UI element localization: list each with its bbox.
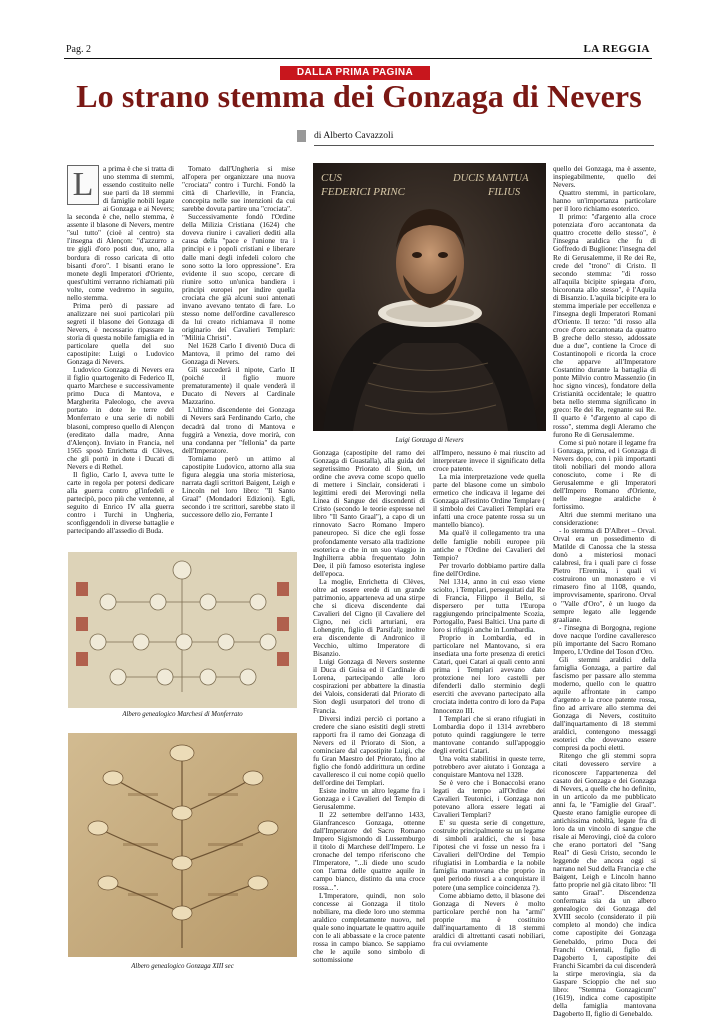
paragraph: Gli stemmi araldici della famiglia Gonzaga, a partire dal fascismo per passare allo stemma moderno, quello con le quattro aquile affrontate in campo d'argento e la croce patente rossa, fino ad arrivare allo stemma dei Gonzaga di Nevers, costituito dall'inquartamento di 18 stemmi araldici, contengono messaggi esoterici che dovevano essere compresi da pochi eletti. (553, 654, 656, 753)
paragraph: Gli succederà il nipote, Carlo II (poiché il figlio muore prematuramente) il quale venderà il Ducato di Nevers al Cardinale Mazzarino. (182, 365, 295, 407)
paragraph: Nel 1628 Carlo I diventò Duca di Mantova, il primo del ramo dei Gonzaga di Nevers. (182, 341, 295, 367)
portrait-caption: Luigi Gonzaga di Nevers (395, 437, 464, 444)
paragraph: all'Impero, nessuno è mai riuscito ad interpretare invece il significato della croce patente. (433, 448, 545, 474)
paragraph: Altri due stemmi meritano una considerazione: (553, 510, 656, 528)
article-column-4 (433, 449, 545, 948)
paragraph: La mia interpretazione vede quella parte del blasone come un simbolo ermetico che indicava il legame dei Gonzaga all'estinto Ordine Templare ( il simbolo dei Cavalieri Templari era infatti una croce patente rossa su un mantello bianco). (433, 472, 545, 530)
paragraph: quello dei Gonzaga, ma è assente, inspiegabilmente, quello dei Nevers. (553, 164, 656, 190)
byline-marker (297, 130, 306, 142)
paragraph: La moglie, Enrichetta di Clèves, oltre ad essere erede di un grande patrimonio, apparteneva ad una stirpe che si diceva discendente dai Cavalieri del Cigno (il Cavaliere del Cigno, nei cicli arturiani, era Lohengrin, figlio di Parsifal); inoltre era discendente di Andronico il Vecchio, ultimo Imperatore di Bisanzio. (313, 576, 425, 659)
byline-rule (314, 145, 654, 146)
portrait-inscription-right: DUCIS MANTUA FILIUS (453, 173, 529, 198)
paragraph: Proprio in Lombardia, ed in particolare nel Mantovano, si era insediata una forte presenza di eretici Catari, quei Catari ai quali cento anni prima i Templari avevano dato protezione nei loro castelli per difenderli dallo sterminio degli eserciti che avevano partecipato alla crociata indetta contro di loro da Papa Innocenzo III. (433, 633, 545, 715)
article-column-5 (553, 165, 656, 1018)
paragraph: - lo stemma di D'Albret – Orval. Orval era un possedimento di Matilde di Canossa che la stessa donò a misteriosi monaci calabresi, fra i quali pare ci fosse Pietro l'Eremita, i quali vi costruirono un monastero e vi rimasero fino al 1108, quando, improvvisamente, sparirono. Orval o "Valle d'Oro", è un luogo da sempre legato alle leggende graaliane. (553, 526, 656, 624)
paragraph: L'Imperatore, quindi, non solo concesse ai Gonzaga il titolo nobiliare, ma diede loro uno stemma araldico completamente nuovo, nel quale sono inquartate le quattro aquile con le ali abbassate e la croce patente rossa in campo bianco. Se sappiamo che le aquile sono simbolo di sottomissione (313, 890, 425, 964)
drop-cap: L (67, 165, 99, 205)
paragraph: Come si può notare il legame fra i Gonzaga, prima, ed i Gonzaga di Nevers dopo, con i più importanti titoli nobiliari del mondo allora conosciuto, come i Re di Gerusalemme e gli Imperatori dell'Impero Romano d'Oriente, nelle insegne araldiche è fortissimo. (553, 437, 656, 511)
paragraph: Luigi Gonzaga di Nevers sostenne il Duca di Guisa ed il Cardinale di Lorena, partecipando alle loro cospirazioni per abbattere la dinastia dei Valois, considerati dal Priorato di Sion degli usurpatori del trono di Francia. (313, 657, 425, 715)
paragraph: I Templari che si erano rifugiati in Lombardia dopo il 1314 avrebbero potuto quindi raggiungere le terre mantovane contando sull'appoggio degli eretici Catari. (433, 713, 545, 755)
paragraph: Successivamente fondò l'Ordine della Milizia Cristiana (1624) che doveva riunire i cavalieri dediti alla causa della "pace e l'unione tra i principi e i popoli cristiani e liberare dalle mani degli infedeli coloro che sono sotto la loro oppressione". Era evidente il suo scopo, cercare di riunire sotto un'unica bandiera i principi europei per indire quella crociata che già alcuni suoi antenati invano avevano tentato di fare. Lo stesso nome dell'ordine cavalleresco da lui creato richiamava il nome originario dei Cavalieri Templari: "Militia Christi". (182, 212, 295, 342)
paragraph: Gonzaga (capostipite del ramo dei Gonzaga di Guastalla), alla guida del segretissimo Priorato di Sion, un ordine che aveva come scopo quello di mettere i Sinclair, considerati i legittimi eredi dei Merovingi nella Linea di Sangue dei discendenti di Cristo (secondo le teorie espresse nel libro "Il Santo Graal"), a capo di un rinnovato Sacro Romano Impero paneuropeo. Si dice che egli fosse profondamente versato alla tradizione esoterica e che in un suo viaggio in Inghilterra abbia frequentato John Dee, il più famoso esoterista inglese dell'epoca. (313, 448, 425, 578)
paragraph: Ludovico Gonzaga di Nevers era il figlio quartogenito di Federico II, quarto Marchese e successivamente primo Duca di Mantova, e Margherita Paleologo, che aveva portato in dote le terre del Monferrato e una serie di nobili blasoni, compreso quello di Alençon (ereditato dalla madre, Anna d'Alençon). Inviato in Francia, nel 1565 sposò Enrichetta di Clèves, che gli portò in dote i Ducati di Nevers e di Rethel. (67, 365, 174, 471)
paragraph: Quattro stemmi, in particolare, hanno un'importanza particolare per il loro richiamo esoterico. (553, 188, 656, 214)
article-column-1 (67, 165, 174, 535)
headline: Lo strano stemma dei Gonzaga di Nevers (76, 78, 642, 114)
newspaper-name: LA REGGIA (583, 43, 650, 55)
paragraph: Il primo: "d'argento alla croce potenziata d'oro accantonata da quattro crocette dello stesso", è l'insegna araldica che fu di Goffredo di Buglione: l'insegna del Re di Gerusalemme, il Re dei Re, crede del "trono" di Cristo. Il secondo stemma: "di rosso all'aquila bicipite spiegata d'oro, bicoronata allo stesso", è l'Aquila di Bisanzio. L'aquila bicipite era lo stemma imperiale per eccellenza e l'insegna degli Imperatori Romani d'Oriente. Il terzo: "di rosso alla croce d'oro accantonata da quattro B greche dello stesso, addossate due a due", contiene la Croce di Costantinopoli e ricorda la croce che apparve all'Imperatore Costantino durante la battaglia di ponte Milvio contro Massenzio (in hoc signo vinces), fondatore della Cristianità occidentale; le quattro beta nello stemma significano in greco: Re dei Re, regnante sui Re. Il quarto è "d'argento al capo di rosso", stemma degli Aleramo che furono Re di Gerusalemme. (553, 212, 656, 439)
article-column-2 (182, 165, 295, 519)
paragraph: Se è vero che i Bonaccolsi erano legati da tempo all'Ordine dei Cavalieri Teutonici, i Gonzaga non potevano allora essere legati ai Cavalieri Templari? (433, 777, 545, 820)
portrait-inscription-left: CUS FEDERICI PRINC (321, 172, 406, 198)
paragraph: Prima però di passare ad analizzare nei suoi particolari più segreti il blasone dei Gonzaga di Nevers, è necessario ripassare la storia di questa nobile famiglia ed in particolare quella del suo capostipite: Luigi o Ludovico Gonzaga di Nevers. (67, 300, 174, 367)
paragraph: Ma qual'è il collegamento tra una delle famiglie nobili europee più antiche e l'Ordine dei Cavalieri del Tempio? (433, 528, 545, 562)
paragraph: Nel 1314, anno in cui esso viene sciolto, i Templari, perseguitati dal Re di Francia, Filippo il Bello, si dispersero per tutta l'Europa raggiungendo principalmente Scozia, Portogallo, Paesi Baltici. Una parte di loro si rifugiò anche in Lombardia. (433, 576, 545, 635)
paragraph: Per trovarlo dobbiamo partire dalla fine dell'Ordine. (433, 560, 545, 578)
paragraph: E' su questa serie di congetture, costruite principalmente su un legame di simboli araldici, che si basa l'ipotesi che vi fosse un nesso fra i Cavalieri dell'Ordine del Tempio rifugiatisi in Lombardia e la nobile famiglia mantovana che proprio in quel periodo riuscì a a conquistare il potere (una semplice coincidenza ?). (433, 818, 545, 892)
paragraph: Una volta stabilitisi in queste terre, potrebbero aver aiutato i Gonzaga a conquistare Mantova nel 1328. (433, 753, 545, 779)
paragraph: Il 22 settembre dell'anno 1433, Gianfrancesco Gonzaga, ottenne dall'Imperatore del Sacro Romano Impero Sigismondo di Lussemburgo il titolo di Marchese dell'Impero. Le cronache del tempo riferiscono che l'Imperatore, "...li diede uno scudo con l'arma delle quattre aquile in campo bianco, distinto da una croce rossa...". (313, 810, 425, 892)
paragraph: Come abbiamo detto, il blasone dei Gonzaga di Nevers è molto particolare perché non ha "armi" proprie ma è costituito dall'inquartamento di 18 stemmi araldici di altrettanti casati nobiliari, fra cui ovviamente (433, 890, 545, 948)
genealogy-tree-gonzaga-caption: Albero genealogico Gonzaga XIII sec (131, 963, 234, 970)
page-number: Pag. 2 (66, 44, 91, 55)
paragraph: Torniamo però un attimo al capostipite Ludovico, attorno alla sua figura aleggia una storia misteriosa, narrata dagli scrittori Baigent, Leigh e Lincoln nel loro libro: "Il Santo Graal" (Mondadori Edizioni). Egli, secondo i tre scrittori, sarebbe stato il successore dello zio, Ferrante I (182, 453, 295, 520)
portrait-image (313, 163, 546, 431)
paragraph: Diversi indizi perciò ci portano a credere che siano esistiti degli stretti rapporti fra il ramo dei Gonzaga di Nevers ed il Priorato di Sion, a cominciare dal capostipite Luigi, che fu Gran Maestro del Priorato, fino al figlio che fondò addirittura un ordine cavalleresco il cui nome copiò quello dell'ordine dei Templari. (313, 713, 425, 787)
genealogy-tree-monferrato-image (68, 552, 297, 708)
paragraph: Esiste inoltre un altro legame fra i Gonzaga e i Cavalieri del Tempio di Gerusalemme. (313, 785, 425, 812)
article-column-3 (313, 449, 425, 964)
paragraph: Ritengo che gli stemmi sopra citati dovessero servire a riconoscere l'appartenenza del casato dei Gonzaga e dei Gonzaga di Nevers, a quelle che ho definito, in un articolo da me pubblicato anni fa, le "Famiglie del Graal". Queste erano famiglie europee di antichissima nobiltà, legate fra di loro da un vincolo di sangue che risale ai Merovingi, cioè da coloro che erano portatori del "Sang Real" di Gesù Cristo, secondo le leggende che ancora oggi si narrano nel Sud della Francia e che Baigent, Leigh e Lincoln hanno fatto proprie nel già citato libro: "Il santo Graal". Discendenza confermata sia da un albero genealogico dei Gonzaga del XVIII secolo (considerato il più completo al mondo) che indica come capostipite dei Gonzaga Genebaldo, primo Duca dei Franchi Orientali, figlio di Dagoberto I, capostipite dei Franchi Sicambri da cui discenderà la stirpe merovingia, sia da Gaspare Scioppio che nel suo libro: "Stemma Gonzagicum" (1619), indica come capostipite della famiglia mantovana Dagoberto II, figlio di Genebaldo. (553, 751, 656, 1018)
section-banner: DALLA PRIMA PAGINA (280, 66, 430, 80)
genealogy-tree-gonzaga-image (68, 733, 297, 957)
paragraph: a prima è che si tratta di uno stemma di stemmi, essendo costituito nelle sue parti da 18 stemmi di famiglie nobili legate ai Gonzaga e ai Nevers; la seconda è che, nello stemma, è assente il blasone di Nevers, mentre "sul tutto" (cioè al centro) sta l'insegna di Alençon: "d'azzurro a tre gigli d'oro posti due, uno, alla bordura di rosso caricata di otto bisanti d'oro". I bisanti erano le monete degli Imperatori d'Oriente, quest'ultimi verranno richiamati più volte, come vedremo in seguito, nello stemma. (67, 164, 174, 302)
paragraph: Tornato dall'Ungheria si mise all'opera per organizzare una nuova "crociata" contro i Turchi. Fondò la città di Charleville, in Francia, concepita nelle sue intenzioni da cui sarebbe dovuta partire una "crociata". (182, 164, 295, 214)
byline: di Alberto Cavazzoli (314, 130, 394, 141)
paragraph: L'ultimo discendente dei Gonzaga di Nevers sarà Ferdinando Carlo, che decadrà dal trono di Mantova e fuggirà a Venezia, dove morirà, con una condanna per "fellonia" da parte dell'Imperatore. (182, 405, 295, 455)
paragraph: - l'insegna di Borgogna, regione dove nacque l'ordine cavalleresco più importante del Sacro Romano Impero, L'Ordine del Toson d'Oro. (553, 622, 656, 656)
genealogy-tree-monferrato-caption: Albero genealogico Marchesi di Monferrato (122, 711, 243, 718)
header-rule (64, 58, 652, 59)
paragraph: Il figlio, Carlo I, aveva tutte le carte in regola per potersi dedicare alla guerra contro gl'infedeli e partecipò, poco più che ventenne, al seguito di Enrico IV alla guerra contro i Turchi in Ungheria, sconfiggendoli in diverse battaglie e partecipando all'assedio di Buda. (67, 469, 174, 536)
